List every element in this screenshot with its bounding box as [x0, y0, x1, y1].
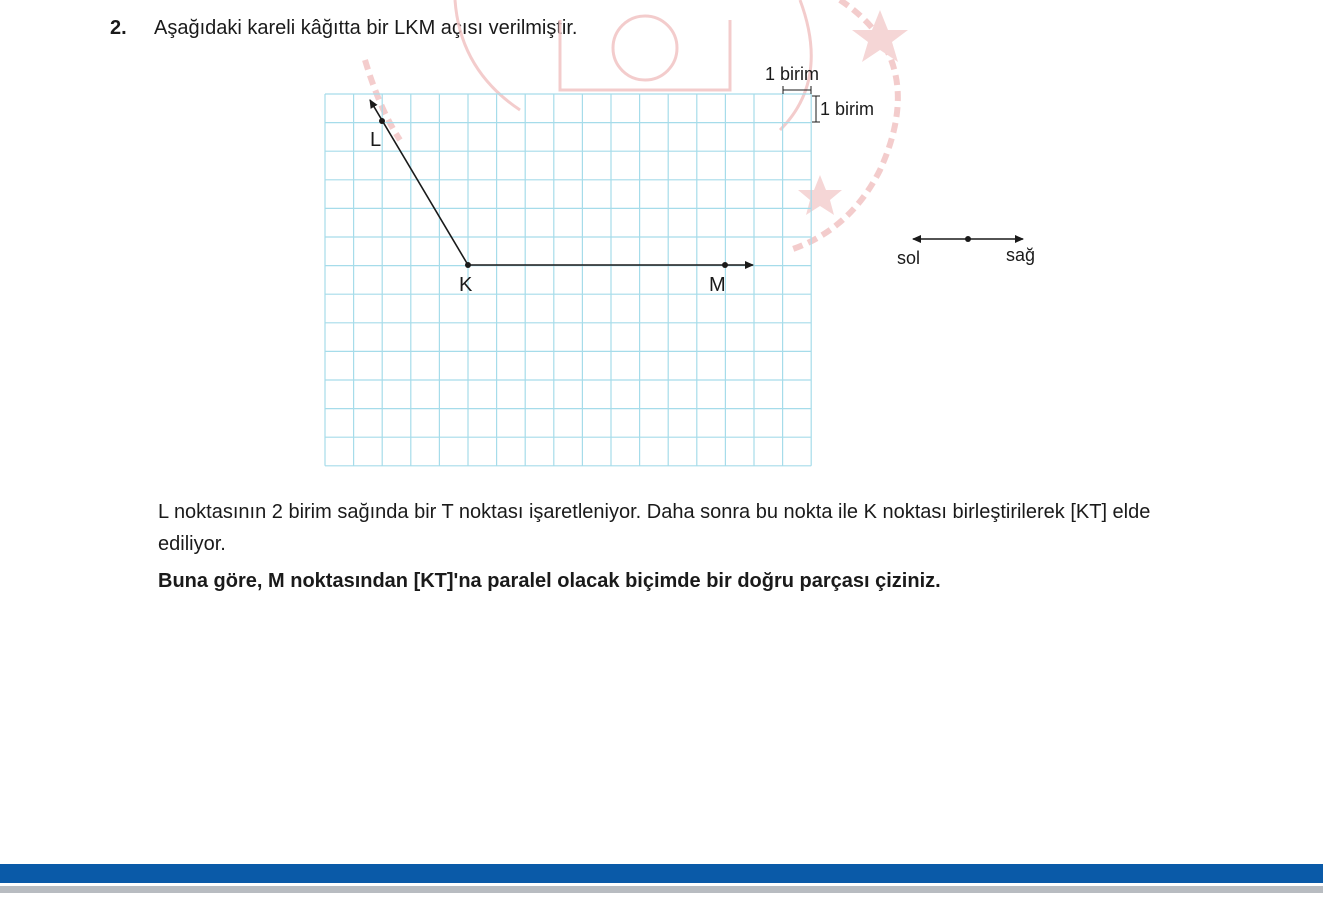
direction-label-left: sol [897, 248, 921, 268]
label-k: K [459, 274, 473, 296]
point-k [465, 262, 471, 268]
problem-instruction: Buna göre, M noktasından [KT]'na paralel olacak biçimde bir doğru parçası çiziniz. [158, 570, 941, 592]
label-l: L [370, 129, 382, 151]
footer-bar-blue [0, 864, 1323, 883]
unit-label-vertical: 1 birim [820, 99, 875, 119]
footer-bar-gray [0, 886, 1323, 893]
unit-indicator-vertical [812, 96, 820, 122]
watermark-emblem [365, 0, 908, 250]
question-number: 2. [110, 17, 127, 39]
label-m: M [709, 274, 726, 296]
question-intro: Aşağıdaki kareli kâğıtta bir LKM açısı verilmiştir. [154, 17, 578, 39]
point-m [722, 262, 728, 268]
direction-origin-point [965, 236, 971, 242]
unit-label-horizontal: 1 birim [765, 64, 820, 84]
point-l [379, 118, 385, 124]
grid-paper [325, 94, 811, 466]
problem-paragraph: L noktasının 2 birim sağında bir T noktası işaretleniyor. Daha sonra bu nokta ile K noktası birleştirilerek [KT] elde ediliyor. [158, 501, 1151, 555]
ray-kl [370, 100, 468, 265]
direction-label-right: sağ [1006, 245, 1036, 265]
